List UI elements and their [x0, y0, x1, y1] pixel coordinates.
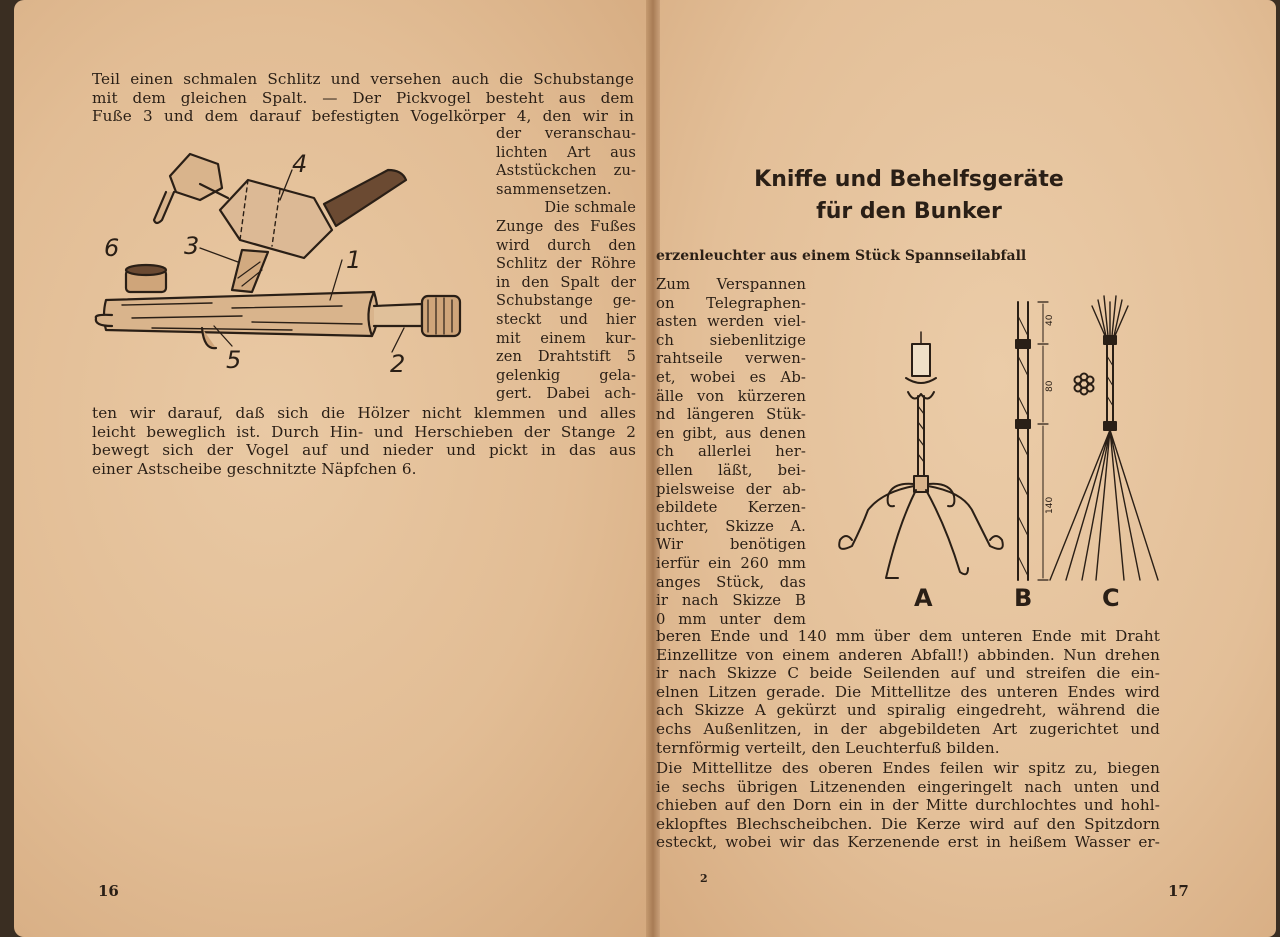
- text-line: rahtseile verwen-: [656, 350, 806, 368]
- text-line: Zum Verspannen: [656, 276, 806, 293]
- text-line: leicht beweglich ist. Durch Hin- und Herschieben der Stange 2: [92, 422, 636, 441]
- text-line: esteckt, wobei wir das Kerzenende erst in heißem Wasser er-: [656, 833, 1160, 852]
- text-line: pielsweise der ab-: [656, 480, 806, 498]
- text-line: eklopftes Blechscheibchen. Die Kerze wird auf den Spitzdorn: [656, 814, 1160, 833]
- text-line: asten werden viel-: [656, 313, 806, 331]
- text-line: ierfür ein 260 mm: [656, 554, 806, 572]
- text-line: gelenkig gela-: [496, 366, 636, 384]
- pickvogel-illustration: [92, 140, 472, 380]
- right-second-paragraph: [656, 759, 1160, 852]
- text-line: ternförmig verteilt, den Leuchterfuß bilden.: [656, 738, 1000, 757]
- text-line: steckt und hier: [496, 310, 636, 328]
- figure-label-C: C: [1102, 584, 1120, 612]
- figure-label-1: 1: [346, 246, 362, 274]
- text-line: mit einem kur-: [496, 329, 636, 347]
- dimension-40: 40: [1045, 314, 1055, 326]
- figure-label-A: A: [914, 584, 933, 612]
- dimension-140: 140: [1045, 496, 1055, 514]
- text-line: elnen Litzen gerade. Die Mittellitze des unteren Endes wird: [656, 682, 1160, 701]
- text-line: ach Skizze A gekürzt und spiralig eingedreht, während die: [656, 701, 1160, 720]
- text-line: beren Ende und 140 mm über dem unteren Ende mit Draht: [656, 627, 1160, 645]
- text-line: nd längeren Stük-: [656, 406, 806, 424]
- text-line: chieben auf den Dorn ein in der Mitte durchlochtes und hohl-: [656, 796, 1160, 815]
- left-column-text: [496, 125, 636, 404]
- chapter-title: [744, 164, 1074, 228]
- title-line: für den Bunker: [816, 199, 1002, 224]
- text-line: Die schmale: [544, 199, 636, 217]
- text-line: einer Astscheibe geschnitzte Näpfchen 6.: [92, 459, 417, 478]
- right-full-paragraph: [656, 627, 1160, 757]
- figure-label-5: 5: [226, 346, 242, 374]
- figure-label-4: 4: [292, 150, 308, 178]
- page-number-left: 16: [98, 882, 119, 900]
- text-line: Teil einen schmalen Schlitz und versehen auch die Schubstange: [92, 70, 634, 88]
- text-line: der veranschau-: [496, 125, 636, 142]
- text-line: in den Spalt der: [496, 273, 636, 291]
- text-line: anges Stück, das: [656, 573, 806, 591]
- text-line: ch allerlei her-: [656, 443, 806, 461]
- text-line: gert. Dabei ach-: [496, 385, 636, 403]
- signature-mark: 2: [700, 872, 708, 885]
- figure-label-3: 3: [184, 232, 200, 260]
- text-line: wird durch den: [496, 236, 636, 254]
- figure-label-6: 6: [104, 234, 120, 262]
- text-line: Schubstange ge-: [496, 292, 636, 310]
- text-line: Einzellitze von einem anderen Abfall!) abbinden. Nun drehen: [656, 645, 1160, 664]
- text-line: zen Drahtstift 5: [496, 348, 636, 366]
- text-line: uchter, Skizze A.: [656, 517, 806, 535]
- text-line: en gibt, aus denen: [656, 424, 806, 442]
- text-line: Schlitz der Röhre: [496, 255, 636, 273]
- text-line: echs Außenlitzen, in der abgebildeten Art zugerichtet und: [656, 719, 1160, 738]
- text-line: lichten Art aus: [496, 143, 636, 161]
- text-line: ten wir darauf, daß sich die Hölzer nicht klemmen und alles: [92, 404, 636, 422]
- text-line: Aststückchen zu-: [496, 162, 636, 180]
- text-line: ellen läßt, bei-: [656, 461, 806, 479]
- left-top-paragraph: [92, 70, 634, 126]
- left-bottom-paragraph: [92, 404, 636, 478]
- figure-label-B: B: [1014, 584, 1033, 612]
- text-line: Fuße 3 und dem darauf befestigten Vogelkörper 4, den wir in: [92, 107, 634, 126]
- figure-label-2: 2: [390, 350, 406, 378]
- text-line: 0 mm unter dem: [656, 610, 806, 628]
- text-line: Zunge des Fußes: [496, 217, 636, 235]
- section-heading: erzenleuchter aus einem Stück Spannseilabfall: [656, 248, 1027, 264]
- text-line: älle von kürzeren: [656, 387, 806, 405]
- text-line: et, wobei es Ab-: [656, 368, 806, 386]
- text-line: ch siebenlitzige: [656, 331, 806, 349]
- text-line: Die Mittellitze des oberen Endes feilen wir spitz zu, biegen: [656, 759, 1160, 777]
- text-line: ir nach Skizze B: [656, 592, 806, 610]
- text-line: ie sechs übrigen Litzenenden eingeringelt nach unten und: [656, 777, 1160, 796]
- text-line: on Telegraphen-: [656, 294, 806, 312]
- dimension-80: 80: [1045, 380, 1055, 392]
- text-line: Wir benötigen: [656, 536, 806, 554]
- title-line: Kniffe und Behelfsgeräte: [754, 167, 1064, 192]
- right-column-text: [656, 276, 806, 629]
- text-line: ir nach Skizze C beide Seilenden auf und streifen die ein-: [656, 664, 1160, 683]
- candle-holder-illustration: [822, 296, 1182, 612]
- text-line: bewegt sich der Vogel auf und nieder und pickt in das aus: [92, 441, 636, 460]
- page-number-right: 17: [1168, 882, 1189, 900]
- text-line: ebildete Kerzen-: [656, 499, 806, 517]
- text-line: sammensetzen.: [496, 180, 612, 198]
- text-line: mit dem gleichen Spalt. — Der Pickvogel besteht aus dem: [92, 88, 634, 107]
